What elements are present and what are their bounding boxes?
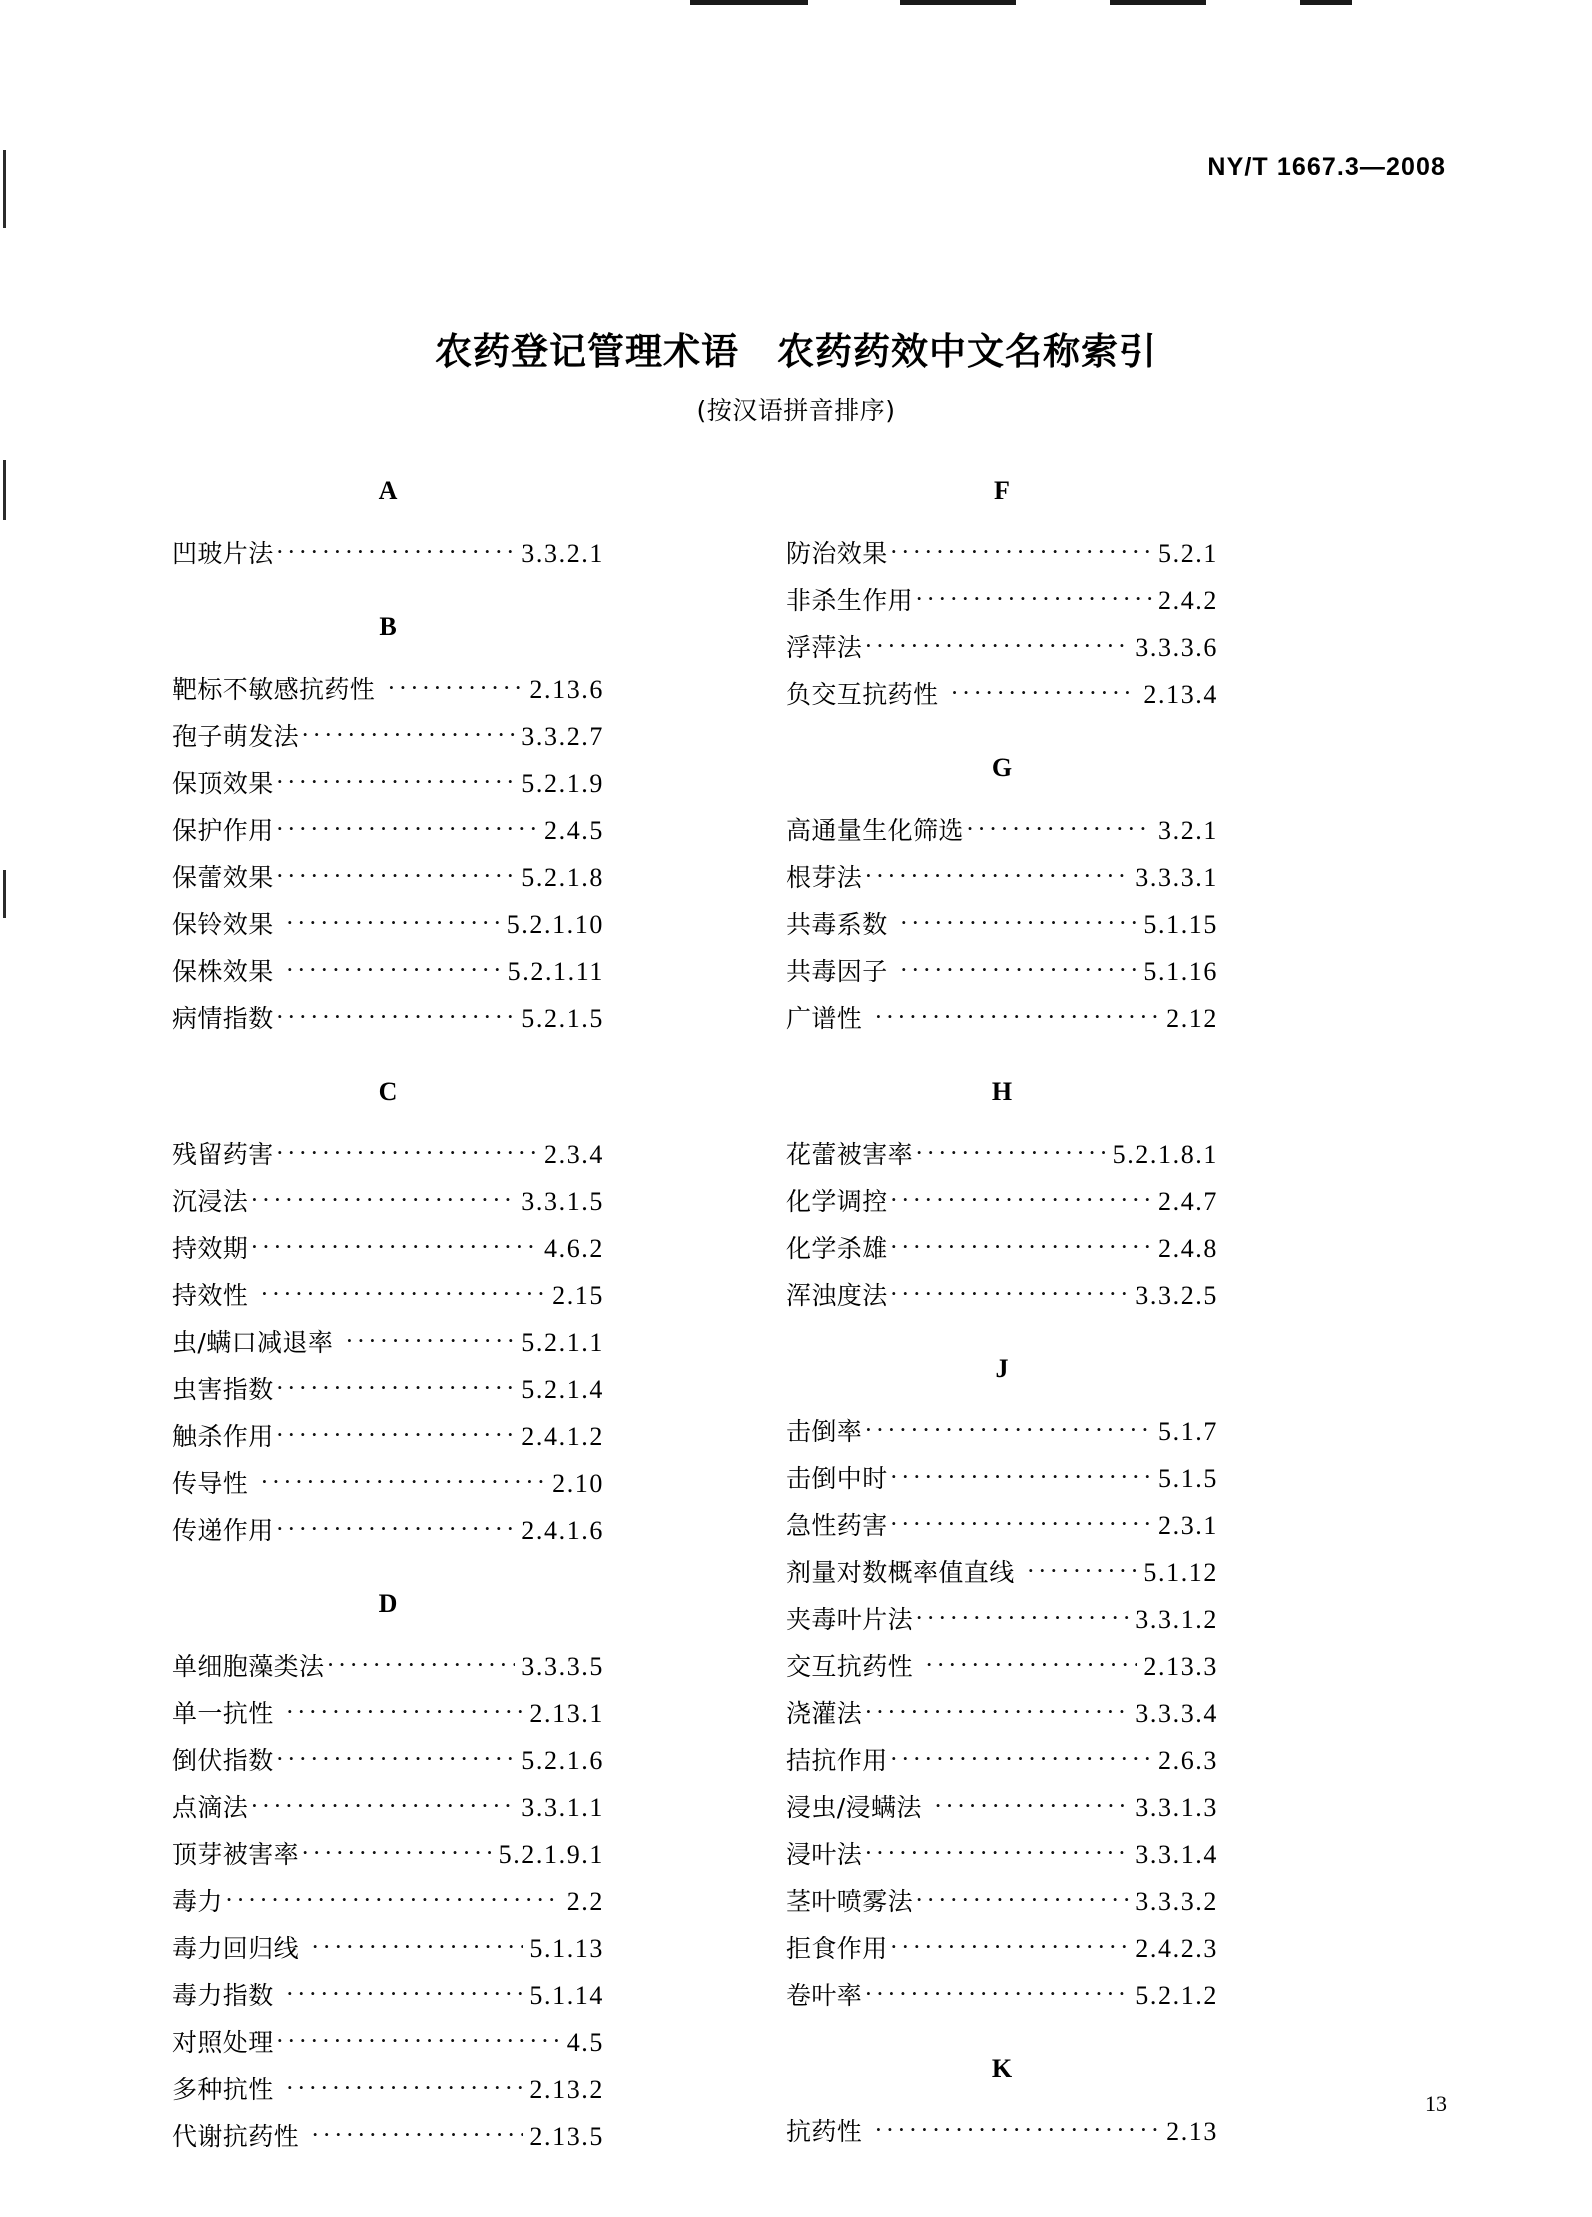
index-entry-term: 单一抗性 bbox=[172, 1699, 274, 1728]
index-entry-clause-number: 5.2.1.6 bbox=[521, 1746, 604, 1775]
index-entry bbox=[786, 1272, 1218, 1319]
index-entry-leader-dots bbox=[874, 2108, 1160, 2154]
index-entry-clause-number: 2.4.8 bbox=[1158, 1234, 1218, 1263]
index-entry-clause-number: 3.3.3.6 bbox=[1135, 633, 1218, 662]
index-entry-clause-number: 5.2.1.8.1 bbox=[1112, 1140, 1218, 1169]
index-entry-leader-dots bbox=[250, 1178, 515, 1224]
index-entry-leader-dots bbox=[286, 901, 501, 947]
index-entry-leader-dots bbox=[1027, 1549, 1138, 1595]
index-entry bbox=[786, 1596, 1218, 1643]
index-entry-term: 触杀作用 bbox=[172, 1422, 274, 1451]
index-entry-leader-dots bbox=[276, 2019, 561, 2065]
index-entry-clause-number: 2.10 bbox=[552, 1469, 604, 1498]
index-entry bbox=[172, 1925, 604, 1972]
index-entry-leader-dots bbox=[915, 1596, 1129, 1642]
index-entry bbox=[172, 1507, 604, 1554]
index-entry-clause-number: 2.15 bbox=[552, 1281, 604, 1310]
index-entry-term: 多种抗性 bbox=[172, 2075, 274, 2104]
index-entry-leader-dots bbox=[276, 760, 516, 806]
index-entry-term: 持效期 bbox=[172, 1234, 249, 1263]
index-entry-clause-number: 5.1.13 bbox=[529, 1934, 604, 1963]
letter-heading-B: B bbox=[379, 612, 397, 641]
index-entry-clause-number: 5.1.12 bbox=[1143, 1558, 1218, 1587]
index-entry-term: 毒力 bbox=[172, 1887, 223, 1916]
index-entry bbox=[172, 1413, 604, 1460]
index-entry bbox=[172, 1737, 604, 1784]
index-entry-term: 茎叶喷雾法 bbox=[786, 1887, 914, 1916]
index-entry-clause-number: 3.3.1.3 bbox=[1135, 1793, 1218, 1822]
index-entry-term: 急性药害 bbox=[786, 1511, 888, 1540]
index-entry bbox=[786, 995, 1218, 1042]
index-entry bbox=[172, 901, 604, 948]
index-entry bbox=[786, 1737, 1218, 1784]
letter-heading-K: K bbox=[991, 2054, 1013, 2083]
index-entry-leader-dots bbox=[915, 1131, 1107, 1177]
letter-heading-H: H bbox=[991, 1077, 1013, 1106]
index-entry-leader-dots bbox=[225, 1878, 561, 1924]
index-column-left bbox=[172, 470, 604, 2160]
index-entry bbox=[172, 2113, 604, 2160]
index-entry-leader-dots bbox=[276, 1366, 516, 1412]
index-entry bbox=[172, 1178, 604, 1225]
index-entry-leader-dots bbox=[864, 854, 1129, 900]
index-entry-clause-number: 2.13.2 bbox=[529, 2075, 604, 2104]
index-entry bbox=[786, 2108, 1218, 2155]
index-entry-leader-dots bbox=[890, 1502, 1152, 1548]
index-entry bbox=[172, 760, 604, 807]
index-entry bbox=[172, 854, 604, 901]
scan-artifact-top-2 bbox=[900, 0, 1016, 5]
index-entry-leader-dots bbox=[934, 1784, 1129, 1830]
index-entry-term: 传递作用 bbox=[172, 1516, 274, 1545]
index-entry-term: 浇灌法 bbox=[786, 1699, 863, 1728]
letter-heading-C: C bbox=[378, 1077, 398, 1106]
index-entry-term: 负交互抗药性 bbox=[786, 680, 939, 709]
index-entry bbox=[172, 2066, 604, 2113]
index-entry bbox=[786, 530, 1218, 577]
index-entry-leader-dots bbox=[276, 995, 516, 1041]
index-entry bbox=[172, 1878, 604, 1925]
index-entry bbox=[786, 807, 1218, 854]
index-entry-clause-number: 5.1.5 bbox=[1158, 1464, 1218, 1493]
scan-artifact-left-1 bbox=[3, 150, 6, 228]
index-entry bbox=[172, 1831, 604, 1878]
index-entry bbox=[172, 807, 604, 854]
index-entry bbox=[786, 1690, 1218, 1737]
index-entry-term: 虫害指数 bbox=[172, 1375, 274, 1404]
index-entry-clause-number: 3.3.3.4 bbox=[1135, 1699, 1218, 1728]
index-entry-leader-dots bbox=[250, 1784, 515, 1830]
index-entry-leader-dots bbox=[864, 1408, 1152, 1454]
index-entry-term: 浮萍法 bbox=[786, 633, 863, 662]
index-entry-leader-dots bbox=[890, 1178, 1152, 1224]
index-entry-clause-number: 2.3.1 bbox=[1158, 1511, 1218, 1540]
index-entry-leader-dots bbox=[864, 1972, 1129, 2018]
index-entry-clause-number: 2.13.4 bbox=[1143, 680, 1218, 709]
index-entry-clause-number: 2.12 bbox=[1166, 1004, 1218, 1033]
index-entry-term: 凹玻片法 bbox=[172, 539, 274, 568]
index-entry-clause-number: 4.6.2 bbox=[544, 1234, 604, 1263]
index-entry bbox=[786, 1502, 1218, 1549]
index-entry-leader-dots bbox=[276, 530, 516, 576]
index-entry bbox=[172, 530, 604, 577]
index-columns bbox=[0, 470, 1592, 2160]
index-entry bbox=[786, 1455, 1218, 1502]
index-entry bbox=[172, 713, 604, 760]
index-entry-clause-number: 3.3.2.1 bbox=[521, 539, 604, 568]
index-entry-clause-number: 5.2.1.11 bbox=[507, 957, 604, 986]
index-entry-clause-number: 3.3.1.5 bbox=[521, 1187, 604, 1216]
index-entry bbox=[786, 671, 1218, 718]
index-entry-leader-dots bbox=[276, 807, 538, 853]
running-header-standard-number: NY/T 1667.3—2008 bbox=[1207, 153, 1446, 181]
index-entry-clause-number: 5.2.1.8 bbox=[521, 863, 604, 892]
index-entry-leader-dots bbox=[326, 1643, 515, 1689]
index-entry bbox=[172, 1643, 604, 1690]
index-entry bbox=[172, 1690, 604, 1737]
index-entry-term: 毒力指数 bbox=[172, 1981, 274, 2010]
letter-heading-J: J bbox=[995, 1354, 1009, 1383]
index-entry-clause-number: 5.2.1.2 bbox=[1135, 1981, 1218, 2010]
index-entry-term: 交互抗药性 bbox=[786, 1652, 914, 1681]
index-entry-term: 对照处理 bbox=[172, 2028, 274, 2057]
index-entry-leader-dots bbox=[925, 1643, 1137, 1689]
index-entry bbox=[786, 1925, 1218, 1972]
index-entry-term: 靶标不敏感抗药性 bbox=[172, 675, 376, 704]
index-entry-term: 点滴法 bbox=[172, 1793, 249, 1822]
index-entry bbox=[786, 1131, 1218, 1178]
index-entry-term: 代谢抗药性 bbox=[172, 2122, 300, 2151]
index-entry bbox=[172, 1272, 604, 1319]
index-entry-term: 浑浊度法 bbox=[786, 1281, 888, 1310]
index-entry bbox=[172, 1131, 604, 1178]
index-entry bbox=[786, 1549, 1218, 1596]
page-subtitle: (按汉语拼音排序) bbox=[696, 396, 896, 425]
index-entry-term: 浸虫/浸螨法 bbox=[786, 1793, 922, 1822]
index-entry-term: 毒力回归线 bbox=[172, 1934, 300, 1963]
index-entry-clause-number: 3.3.2.5 bbox=[1135, 1281, 1218, 1310]
page-title: 农药登记管理术语 农药药效中文名称索引 bbox=[435, 329, 1157, 373]
index-entry-clause-number: 5.2.1.9 bbox=[521, 769, 604, 798]
index-entry-leader-dots bbox=[915, 1878, 1129, 1924]
index-entry-clause-number: 3.3.3.2 bbox=[1135, 1887, 1218, 1916]
index-entry-leader-dots bbox=[890, 1272, 1130, 1318]
index-entry-term: 共毒系数 bbox=[786, 910, 888, 939]
index-entry-leader-dots bbox=[276, 1413, 516, 1459]
index-entry-leader-dots bbox=[864, 1831, 1129, 1877]
index-entry-term: 化学调控 bbox=[786, 1187, 888, 1216]
index-entry bbox=[786, 901, 1218, 948]
letter-heading-G: G bbox=[991, 753, 1013, 782]
index-entry bbox=[172, 1366, 604, 1413]
index-entry-clause-number: 3.3.1.4 bbox=[1135, 1840, 1218, 1869]
index-entry bbox=[786, 1643, 1218, 1690]
index-entry-term: 孢子萌发法 bbox=[172, 722, 300, 751]
index-entry-clause-number: 5.2.1.1 bbox=[521, 1328, 604, 1357]
index-entry-clause-number: 2.4.1.6 bbox=[521, 1516, 604, 1545]
index-entry-term: 保铃效果 bbox=[172, 910, 274, 939]
index-entry-term: 虫/螨口减退率 bbox=[172, 1328, 334, 1357]
scan-artifact-top-3 bbox=[1110, 0, 1206, 5]
index-entry bbox=[786, 1831, 1218, 1878]
index-entry-clause-number: 2.13.1 bbox=[529, 1699, 604, 1728]
index-entry-clause-number: 5.2.1.4 bbox=[521, 1375, 604, 1404]
index-entry-clause-number: 5.2.1.9.1 bbox=[498, 1840, 604, 1869]
index-entry-leader-dots bbox=[276, 1737, 516, 1783]
index-entry-clause-number: 3.3.1.2 bbox=[1135, 1605, 1218, 1634]
index-entry-leader-dots bbox=[286, 948, 502, 994]
index-entry bbox=[172, 995, 604, 1042]
index-entry-term: 顶芽被害率 bbox=[172, 1840, 300, 1869]
index-entry bbox=[786, 1225, 1218, 1272]
index-entry bbox=[786, 1408, 1218, 1455]
index-entry-clause-number: 5.1.7 bbox=[1158, 1417, 1218, 1446]
index-entry-leader-dots bbox=[890, 1737, 1152, 1783]
index-entry-leader-dots bbox=[286, 1972, 524, 2018]
index-entry-leader-dots bbox=[900, 948, 1138, 994]
index-entry bbox=[786, 1784, 1218, 1831]
index-entry-clause-number: 2.13.6 bbox=[529, 675, 604, 704]
index-entry-clause-number: 2.13.3 bbox=[1143, 1652, 1218, 1681]
index-entry-clause-number: 3.3.1.1 bbox=[521, 1793, 604, 1822]
index-entry-term: 高通量生化筛选 bbox=[786, 816, 964, 845]
index-entry bbox=[786, 854, 1218, 901]
index-entry-term: 花蕾被害率 bbox=[786, 1140, 914, 1169]
scan-artifact-top-1 bbox=[690, 0, 808, 5]
index-entry-clause-number: 2.4.2 bbox=[1158, 586, 1218, 615]
index-entry-leader-dots bbox=[276, 1507, 516, 1553]
index-entry-leader-dots bbox=[250, 1225, 538, 1271]
index-entry-clause-number: 2.4.2.3 bbox=[1135, 1934, 1218, 1963]
index-entry bbox=[172, 948, 604, 995]
index-entry-term: 抗药性 bbox=[786, 2117, 863, 2146]
index-entry-leader-dots bbox=[260, 1272, 546, 1318]
index-entry-term: 单细胞藻类法 bbox=[172, 1652, 325, 1681]
index-entry-clause-number: 2.2 bbox=[566, 1887, 604, 1916]
index-entry-term: 夹毒叶片法 bbox=[786, 1605, 914, 1634]
index-entry-clause-number: 2.4.7 bbox=[1158, 1187, 1218, 1216]
index-entry-leader-dots bbox=[864, 1690, 1129, 1736]
index-entry-term: 剂量对数概率值直线 bbox=[786, 1558, 1015, 1587]
index-entry-leader-dots bbox=[864, 624, 1129, 670]
index-entry bbox=[172, 1225, 604, 1272]
index-entry-clause-number: 3.2.1 bbox=[1158, 816, 1218, 845]
index-entry bbox=[786, 577, 1218, 624]
scan-artifact-top-4 bbox=[1300, 0, 1352, 5]
index-entry-term: 浸叶法 bbox=[786, 1840, 863, 1869]
index-entry bbox=[172, 666, 604, 713]
index-entry-clause-number: 5.2.1.10 bbox=[506, 910, 604, 939]
index-entry-leader-dots bbox=[950, 671, 1137, 717]
index-entry bbox=[172, 1784, 604, 1831]
index-entry-clause-number: 5.2.1.5 bbox=[521, 1004, 604, 1033]
letter-heading-A: A bbox=[378, 476, 398, 505]
index-entry-leader-dots bbox=[260, 1460, 546, 1506]
index-entry-term: 保株效果 bbox=[172, 957, 274, 986]
index-entry-leader-dots bbox=[286, 1690, 524, 1736]
index-entry-term: 非杀生作用 bbox=[786, 586, 914, 615]
index-entry-leader-dots bbox=[890, 530, 1152, 576]
index-entry-clause-number: 2.3.4 bbox=[544, 1140, 604, 1169]
index-entry-leader-dots bbox=[874, 995, 1160, 1041]
index-entry-leader-dots bbox=[286, 2066, 524, 2112]
index-entry-term: 保蕾效果 bbox=[172, 863, 274, 892]
index-entry-clause-number: 3.3.3.1 bbox=[1135, 863, 1218, 892]
index-entry-term: 残留药害 bbox=[172, 1140, 274, 1169]
index-entry-clause-number: 5.1.14 bbox=[529, 1981, 604, 2010]
index-entry-term: 击倒率 bbox=[786, 1417, 863, 1446]
index-entry-leader-dots bbox=[276, 1131, 538, 1177]
index-entry-term: 沉浸法 bbox=[172, 1187, 249, 1216]
index-entry-term: 击倒中时 bbox=[786, 1464, 888, 1493]
index-entry-leader-dots bbox=[301, 1831, 493, 1877]
index-entry-term: 保顶效果 bbox=[172, 769, 274, 798]
index-entry-term: 拮抗作用 bbox=[786, 1746, 888, 1775]
index-entry bbox=[786, 1878, 1218, 1925]
index-entry-term: 保护作用 bbox=[172, 816, 274, 845]
index-entry-clause-number: 2.4.5 bbox=[544, 816, 604, 845]
index-entry bbox=[786, 1972, 1218, 2019]
index-entry-leader-dots bbox=[345, 1319, 515, 1365]
index-entry bbox=[172, 1319, 604, 1366]
index-column-right bbox=[786, 470, 1218, 2160]
page-number: 13 bbox=[1425, 2091, 1447, 2116]
index-entry-clause-number: 3.3.2.7 bbox=[521, 722, 604, 751]
index-entry-term: 共毒因子 bbox=[786, 957, 888, 986]
index-entry-term: 根芽法 bbox=[786, 863, 863, 892]
letter-heading-D: D bbox=[378, 1589, 398, 1618]
index-entry-term: 广谱性 bbox=[786, 1004, 863, 1033]
index-entry-term: 卷叶率 bbox=[786, 1981, 863, 2010]
index-entry-term: 拒食作用 bbox=[786, 1934, 888, 1963]
index-entry-leader-dots bbox=[966, 807, 1152, 853]
index-entry bbox=[786, 624, 1218, 671]
index-entry-term: 持效性 bbox=[172, 1281, 249, 1310]
index-entry-leader-dots bbox=[915, 577, 1152, 623]
letter-heading-F: F bbox=[994, 476, 1010, 505]
index-entry-clause-number: 2.13.5 bbox=[529, 2122, 604, 2151]
index-entry-clause-number: 2.13 bbox=[1166, 2117, 1218, 2146]
index-entry-leader-dots bbox=[301, 713, 515, 759]
index-entry-term: 防治效果 bbox=[786, 539, 888, 568]
index-entry-clause-number: 2.4.1.2 bbox=[521, 1422, 604, 1451]
index-entry-clause-number: 5.1.15 bbox=[1143, 910, 1218, 939]
index-entry bbox=[172, 1972, 604, 2019]
index-entry bbox=[172, 1460, 604, 1507]
index-entry-leader-dots bbox=[890, 1455, 1152, 1501]
index-entry-leader-dots bbox=[890, 1225, 1152, 1271]
index-entry-leader-dots bbox=[311, 2113, 523, 2159]
index-entry-leader-dots bbox=[276, 854, 516, 900]
index-entry-clause-number: 2.6.3 bbox=[1158, 1746, 1218, 1775]
index-entry-term: 病情指数 bbox=[172, 1004, 274, 1033]
index-entry-leader-dots bbox=[890, 1925, 1130, 1971]
index-entry bbox=[786, 948, 1218, 995]
index-entry-clause-number: 5.1.16 bbox=[1143, 957, 1218, 986]
index-entry-clause-number: 5.2.1 bbox=[1158, 539, 1218, 568]
index-entry-clause-number: 3.3.3.5 bbox=[521, 1652, 604, 1681]
index-entry-term: 传导性 bbox=[172, 1469, 249, 1498]
index-entry bbox=[172, 2019, 604, 2066]
index-entry-term: 化学杀雄 bbox=[786, 1234, 888, 1263]
index-entry-term: 倒伏指数 bbox=[172, 1746, 274, 1775]
index-entry-leader-dots bbox=[387, 666, 523, 712]
index-entry bbox=[786, 1178, 1218, 1225]
index-entry-leader-dots bbox=[900, 901, 1138, 947]
index-entry-leader-dots bbox=[311, 1925, 523, 1971]
index-entry-clause-number: 4.5 bbox=[566, 2028, 604, 2057]
